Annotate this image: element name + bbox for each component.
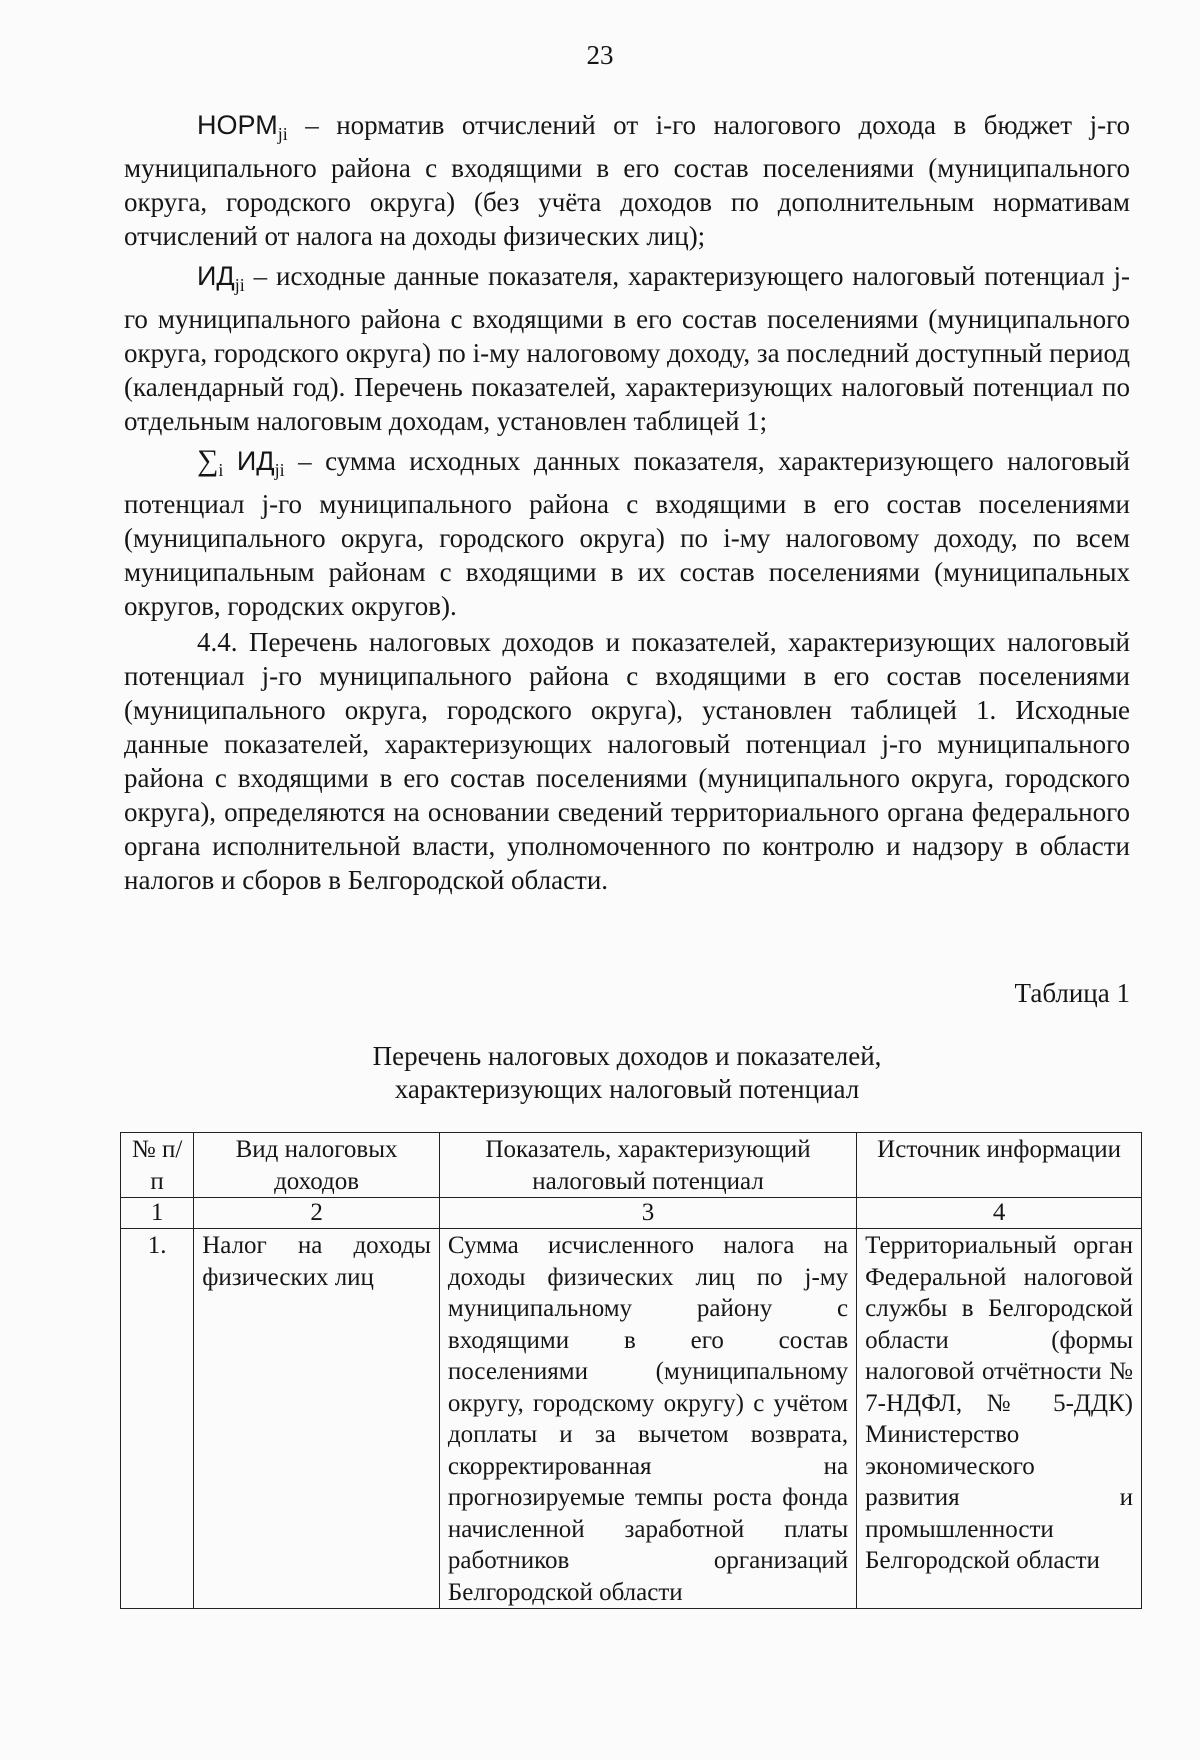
table-header-row: [121, 1133, 1142, 1198]
paragraph-4-4: 4.4. Перечень налоговых доходов и показателей, характеризующих налоговый потенциал j-го муниципального района с входящими в его состав поселениями (муниципального округа, городского округа), установлен таблицей 1. Исходные данные показателей, характеризующих налоговый потенциал j-го муниципального района с входящими в его состав поселениями (муниципального округа, городского округа), определяются на основании сведений территориального органа федерального органа исполнительной власти, уполномоченного по контролю и надзору в области налогов и сборов в Белгородской области.: [124, 627, 1130, 895]
symbol-id-subscript: ji: [234, 275, 245, 295]
table-row: [121, 1229, 1142, 1609]
definition-norm: [124, 108, 1130, 253]
row-tax-type: Налог на доходы физических лиц: [194, 1229, 440, 1609]
column-number: 3: [439, 1198, 856, 1229]
header-indicator: Показатель, характеризующий налоговый потенциал: [439, 1133, 856, 1198]
row-source: Территориальный орган Федеральной налоговой службы в Белгородской области (формы налоговой отчётности № 7-НДФЛ, № 5-ДДК) Министерство экономического развития и промышленности Белгородской области: [857, 1229, 1142, 1609]
table-column-numbers-row: [121, 1198, 1142, 1229]
definition-sum-id: [124, 444, 1130, 623]
page-number: 23: [586, 40, 614, 70]
header-source: Источник информации: [857, 1133, 1142, 1198]
table-title-line-2: характеризующих налоговый потенциал: [394, 1074, 860, 1104]
definition-norm-text: – норматив отчислений от i-го налогового дохода в бюджет j-го муниципального района с входящими в его состав поселениями (муниципального округа, городского округа) (без учёта доходов по дополнительным нормативам отчислений от налога на доходы физических лиц);: [124, 110, 1130, 251]
row-number: 1.: [121, 1229, 194, 1609]
definition-id: [124, 259, 1130, 438]
symbol-norm-subscript: ji: [277, 124, 288, 144]
column-number: 2: [194, 1198, 440, 1229]
table-title-line-1: Перечень налоговых доходов и показателей,: [372, 1041, 882, 1071]
table-caption: Таблица 1: [1014, 978, 1130, 1008]
symbol-id: ИД: [197, 261, 235, 291]
header-number: № п/п: [121, 1133, 194, 1198]
symbol-sum-id: ИД: [236, 446, 275, 476]
definition-id-text: – исходные данные показателя, характеризующего налоговый потенциал j-го муниципального района с входящими в его состав поселениями (муниципального округа, городского округа) по i-му налоговому доходу, за последний доступный период (календарный год). Перечень показателей, характеризующих налоговый потенциал по отдельным налоговым доходам, установлен таблицей 1;: [124, 261, 1130, 436]
symbol-sum-id-subscript: ji: [274, 460, 285, 480]
column-number: 1: [121, 1198, 194, 1229]
column-number: 4: [857, 1198, 1142, 1229]
document-body: [124, 108, 1130, 897]
sigma-symbol: ∑: [197, 444, 219, 477]
row-indicator: Сумма исчисленного налога на доходы физических лиц по j-му муниципальному району с входящими в его состав поселениями (муниципальному округу, городскому округу) с учётом доплаты и за вычетом возврата, скорректированная на прогнозируемые темпы роста фонда начисленной заработной платы работников организаций Белгородской области: [439, 1229, 856, 1609]
definition-sum-id-text: – сумма исходных данных показателя, характеризующего налоговый потенциал j-го муниципального района с входящими в его состав поселениями (муниципального округа, городского округа) по i-му налоговому доходу, по всем муниципальным районам с входящими в их состав поселениями (муниципальных округов, городских округов).: [124, 446, 1131, 621]
header-tax-type: Вид налоговых доходов: [194, 1133, 440, 1198]
table-title: [124, 1040, 1130, 1106]
symbol-norm: НОРМ: [197, 110, 278, 140]
sigma-subscript: i: [218, 460, 224, 480]
tax-income-table: [120, 1132, 1142, 1609]
